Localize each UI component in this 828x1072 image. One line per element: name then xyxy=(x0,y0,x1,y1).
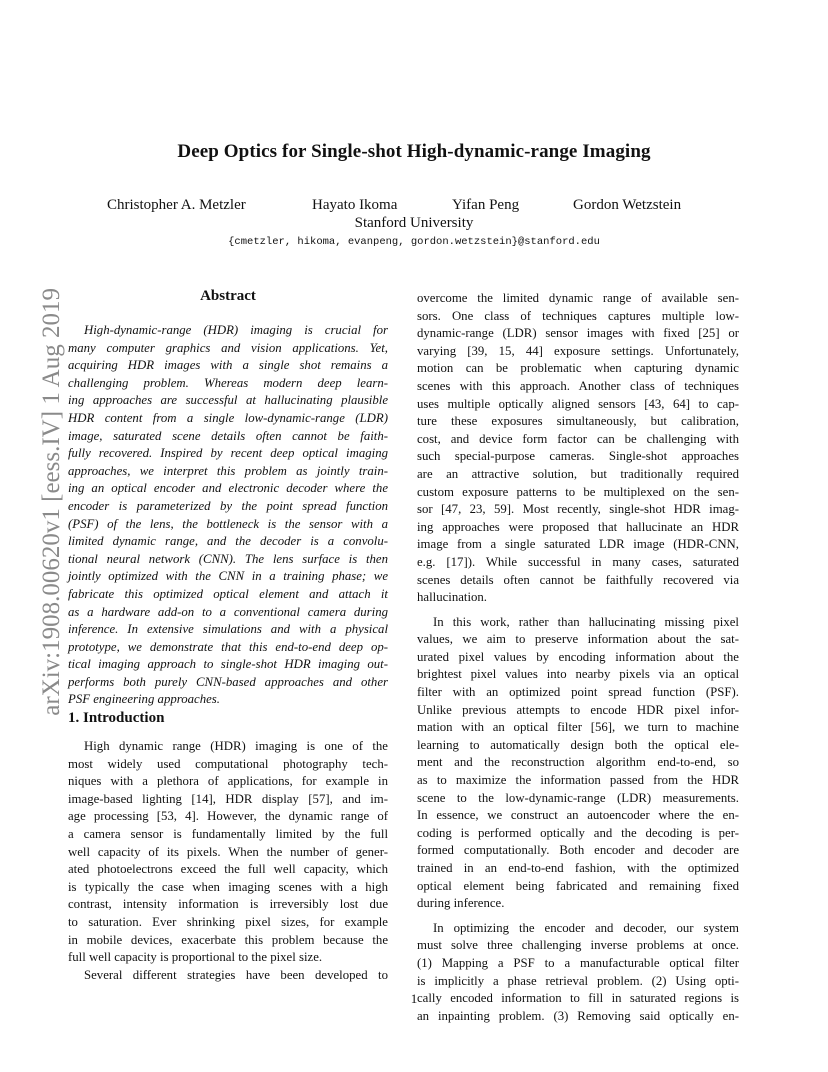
text-line: age processing [53, 4]. However, the dynamic range of xyxy=(68,809,388,824)
abstract-heading: Abstract xyxy=(200,288,256,304)
text-line: urated pixel values by encoding information about the xyxy=(417,649,739,664)
text-line: cost, and device form factor can be challenging with xyxy=(417,431,739,446)
text-line: limited dynamic range, and the decoder is a convolu- xyxy=(68,534,388,549)
text-line: an inpainting problem. (3) Removing said optically en- xyxy=(417,1008,739,1023)
author-list xyxy=(0,197,828,217)
text-line: HDR content from a single low-dynamic-range (LDR) xyxy=(68,410,388,425)
text-line: approaches, we interpret this problem as jointly train- xyxy=(68,463,388,478)
text-line: ment and the reconstruction algorithm end-to-end, so xyxy=(417,755,739,770)
text-line: sors. One class of techniques captures multiple low- xyxy=(417,308,739,323)
text-line: optical element being fabricated and remaining fixed xyxy=(417,878,739,893)
text-line: Unlike previous attempts to encode HDR pixel infor- xyxy=(417,702,739,717)
text-line: is implicitly a phase retrieval problem. (2) Using opti- xyxy=(417,973,739,988)
text-line: many computer graphics and vision applications. Yet, xyxy=(68,340,388,355)
author-emails: {cmetzler, hikoma, evanpeng, gordon.wetzstein}@stanford.edu xyxy=(228,236,600,248)
text-line: sor [47, 23, 59]. Most recently, single-shot HDR imag- xyxy=(417,502,739,517)
text-line: fabricate this optimized optical element and attach it xyxy=(68,586,388,601)
text-line: in mobile devices, exacerbate this problem because the xyxy=(68,932,388,947)
abstract-body xyxy=(68,322,388,709)
text-line: In this work, rather than hallucinating missing pixel xyxy=(433,614,739,629)
introduction-body xyxy=(68,738,388,984)
text-line: acquiring HDR images with a single shot remains a xyxy=(68,358,388,373)
text-line: ated photoelectrons exceed the full well capacity, which xyxy=(68,862,388,877)
page-number: 1 xyxy=(410,991,418,1006)
text-line: tical imaging approach to single-shot HDR imaging out- xyxy=(68,657,388,672)
text-line: ture these exposures simultaneously, but calibration, xyxy=(417,414,739,429)
text-line: filter with an optimized point spread function (PSF). xyxy=(417,685,739,700)
text-line: Several different strategies have been developed to xyxy=(84,967,388,982)
text-line: coding is performed optically and the decoding is per- xyxy=(417,825,739,840)
text-line: as a hardware add-on to a conventional camera during xyxy=(68,604,388,619)
text-line: prototype, we demonstrate that this end-to-end deep op- xyxy=(68,639,388,654)
text-line: ing approaches were proposed that hallucinate an HDR xyxy=(417,519,739,534)
text-line: full well capacity is proportional to the pixel size. xyxy=(68,950,323,965)
author-name: Yifan Peng xyxy=(452,197,520,213)
text-line: e.g. [17]). While successful in many cases, saturated xyxy=(417,554,739,569)
text-line: values, we aim to preserve information about the sat- xyxy=(417,632,739,647)
affiliation: Stanford University xyxy=(354,215,474,231)
text-line: dynamic-range (LDR) sensor images with fixed [25] or xyxy=(417,326,739,341)
text-line: during inference. xyxy=(417,896,505,911)
text-line: jointly optimized with the CNN in a training phase; we xyxy=(68,569,388,584)
text-line: as to maximize the information passed from the HDR xyxy=(417,773,739,788)
text-line: (PSF) of the lens, the bottleneck is the sensor with a xyxy=(68,516,388,531)
text-line: motion can be problematic when capturing dynamic xyxy=(417,361,739,376)
text-line: hallucination. xyxy=(417,590,488,605)
text-line: inference. In extensive simulations and with a physical xyxy=(68,622,388,637)
text-line: scenes details often cannot be faithfully recovered via xyxy=(417,572,739,587)
text-line: cally encoded information to fill in saturated regions is xyxy=(417,991,739,1006)
text-line: must solve three challenging inverse problems at once. xyxy=(417,938,739,953)
text-line: High dynamic range (HDR) imaging is one of the xyxy=(84,739,388,753)
text-line: most widely used computational photography tech- xyxy=(68,756,388,771)
text-line: scene to the low-dynamic-range (LDR) measurements. xyxy=(417,790,739,805)
text-line: formed computationally. Both encoder and decoder are xyxy=(417,843,739,858)
text-line: niques with a plethora of applications, for example in xyxy=(68,774,388,789)
text-line: encoder is parameterized by the point spread function xyxy=(68,498,388,513)
author-name: Gordon Wetzstein xyxy=(573,197,682,213)
text-line: (1) Mapping a PSF to a manufacturable optical filter xyxy=(417,955,739,970)
text-line: ing an optical encoder and electronic decoder where the xyxy=(68,481,388,496)
arxiv-identifier: arXiv:1908.00620v1 [eess.IV] 1 Aug 2019 xyxy=(38,288,65,716)
text-line: varying [39, 15, 44] exposure settings. Unfortunately, xyxy=(417,343,739,358)
text-line: trained in an end-to-end fashion, with the optimized xyxy=(417,861,739,875)
text-line: mation with an optical filter [56], we turn to machine xyxy=(417,720,739,735)
text-line: to saturation. Ever shrinking pixel sizes, for example xyxy=(68,914,388,929)
author-name: Christopher A. Metzler xyxy=(107,197,246,213)
right-column-body xyxy=(417,290,739,1025)
text-line: is typically the case when imaging scenes with a high xyxy=(68,879,388,894)
text-line: tional neural network (CNN). The lens surface is then xyxy=(68,551,388,566)
text-line: In optimizing the encoder and decoder, our system xyxy=(433,920,739,935)
text-line: contrast, intensity information is irreversibly lost due xyxy=(68,897,388,912)
text-line: learning to automatically design both the optical ele- xyxy=(417,737,739,752)
text-line: image-based lighting [14], HDR display [57], and im- xyxy=(68,791,388,806)
text-line: performs both purely CNN-based approaches and other xyxy=(68,674,388,689)
text-line: scenes with this approach. Another class of techniques xyxy=(417,378,739,393)
text-line: ing approaches are successful at hallucinating plausible xyxy=(68,393,388,408)
text-line: brightest pixel values into nearby pixels via an optical xyxy=(417,667,739,682)
text-line: a camera sensor is fundamentally limited by the full xyxy=(68,826,388,841)
text-line: In essence, we construct an autoencoder where the en- xyxy=(417,808,739,823)
text-line: overcome the limited dynamic range of available sen- xyxy=(417,291,739,305)
author-name: Hayato Ikoma xyxy=(312,197,398,213)
text-line: are an attractive solution, but traditionally required xyxy=(417,466,739,481)
text-line: image from a single saturated LDR image (HDR-CNN, xyxy=(417,537,739,552)
text-line: PSF engineering approaches. xyxy=(68,692,220,707)
text-line: well capacity of its pixels. When the number of gener- xyxy=(68,844,388,859)
text-line: image, saturated scene details often cannot be faith- xyxy=(68,428,388,443)
text-line: High-dynamic-range (HDR) imaging is crucial for xyxy=(84,323,388,337)
text-line: such special-purpose cameras. Single-shot approaches xyxy=(417,449,739,464)
text-line: fully recovered. Inspired by recent deep optical imaging xyxy=(68,446,388,461)
paper-title: Deep Optics for Single-shot High-dynamic-range Imaging xyxy=(177,141,651,162)
text-line: challenging problem. Whereas modern deep learn- xyxy=(68,375,388,390)
text-line: uses multiple optically aligned sensors [43, 64] to cap- xyxy=(417,396,739,411)
section-heading-introduction: 1. Introduction xyxy=(68,710,165,726)
text-line: custom exposure patterns to be multiplexed on the sen- xyxy=(417,484,739,499)
